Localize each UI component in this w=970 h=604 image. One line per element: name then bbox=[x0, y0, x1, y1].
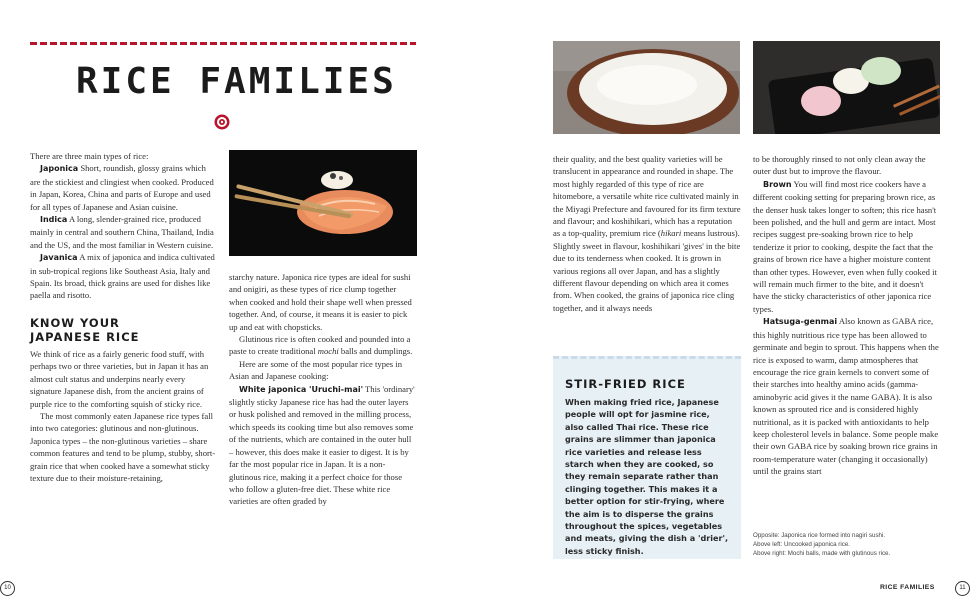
col2-p2-end: balls and dumplings. bbox=[338, 346, 413, 357]
box-text: When making fried rice, Japanese people will opt for jasmine rice, also called Thai rice. These rice grains are slimmer than japonica rice varieties and release less starch when they are cooked, so they remain separate rather than clinging together. This makes it a better option for stir-frying, where the aim is to disperse the grains throughout the spices, vegetables and meats, giving the dish a 'drier', less sticky finish. bbox=[565, 397, 729, 556]
japonica-text: Short, roundish, glossy grains which are the stickiest and clingiest when cooked. Produced in Japan, Korea, China and parts of Europe and used for all types of Japanese and Asian cuisine. bbox=[30, 163, 214, 212]
col3-start: their quality, and the best quality varieties will be translucent in appearance and rounded in shape. The most highly regarded of this type of rice are hitomebore, a versatile white rice cultivated mainly in the Miyagi Prefecture and favoured for its firm texture and flavour; and koshihikari, which has a reputation as a top-quality, premium rice ( bbox=[553, 154, 741, 239]
brown-paragraph bbox=[753, 178, 941, 315]
brown-text: You will find most rice cookers have a different cooking setting for preparing brown rice, as the denser husk takes longer to soften; this rice hasn't been polished, and the hull and germ are intact. Most recipes suggest pre-soaking brown rice to help tenderize it prior to cooking, despite the fact that the grains of brown rice have a higher moisture content than other types. However, even when fully cooked it will remain much firmer to the bite, and it doesn't have the sticky characteristics of other japonica rice types. bbox=[753, 178, 937, 314]
gaba-label: Hatsuga-genmai bbox=[763, 317, 838, 327]
intro-line: There are three main types of rice: bbox=[30, 151, 149, 161]
footer-running-head: RICE FAMILIES bbox=[880, 584, 935, 591]
white-japonica-label: White japonica 'Uruchi-mai' bbox=[239, 384, 364, 394]
gaba-paragraph bbox=[753, 315, 941, 477]
box-title: STIR-FRIED RICE bbox=[565, 377, 686, 391]
brown-label: Brown bbox=[763, 179, 792, 189]
title-ornament-icon bbox=[214, 114, 230, 130]
rice-bowl-photo bbox=[553, 41, 740, 134]
indica-label: Indica bbox=[40, 215, 68, 225]
javanica-text: A mix of japonica and indica cultivated in sub-tropical regions like Southeast Asia, Italy and Spain. Its broad, thick grains are used for dishes like paella and risotto. bbox=[30, 252, 215, 301]
mochi-photo bbox=[753, 41, 940, 134]
subheading-line-2: JAPANESE RICE bbox=[30, 329, 140, 344]
right-column-1 bbox=[553, 153, 741, 314]
javanica-paragraph bbox=[30, 251, 218, 302]
japonica-label: Japonica bbox=[40, 164, 79, 174]
know-rice-paragraph-2: The most commonly eaten Japanese rice types fall into two categories: glutinous and non-glutinous. Japonica types – the non-glutinous varieties – share common features and tend to be plump, stubby, short-grain rice that when cooked have a somewhat sticky texture due to their moisture-retaining, bbox=[30, 410, 216, 483]
white-japonica-text: This 'ordinary' slightly sticky Japanese rice has had the outer layers or husk polished and removed in the milling process, which speeds its cooking time but also removes some of the nutrients, which are contained in the outer hull – however, this does make it easier to digest. It is by far the most popular rice in Japan. It is a non-glutinous rice, making it a perfect choice for those who follow a gluten-free diet. These white rice varieties are often graded by bbox=[229, 383, 415, 507]
page-title: RICE FAMILIES bbox=[76, 61, 397, 102]
indica-paragraph bbox=[30, 213, 218, 251]
photo-captions bbox=[753, 531, 943, 558]
left-column-1 bbox=[30, 150, 218, 484]
caption-above-right: Above right: Mochi balls, made with glutinous rice. bbox=[753, 550, 891, 557]
caption-above-left: Above left: Uncooked japonica rice. bbox=[753, 541, 850, 548]
sushi-photo bbox=[229, 150, 417, 256]
title-rule-top bbox=[30, 42, 416, 45]
col2-p2-start: Glutinous rice is often cooked and pounded into a paste to create traditional bbox=[229, 334, 411, 357]
col3-paragraph bbox=[553, 153, 741, 314]
stir-fried-rice-box bbox=[553, 356, 741, 559]
japonica-paragraph bbox=[30, 162, 218, 213]
mochi-word: mochi bbox=[317, 346, 339, 357]
know-rice-paragraph-1: We think of rice as a fairly generic food stuff, with perhaps two or three varieties, but in Japan it has an almost cult status and underpins nearly every signature Japanese dish, from the ancient grains of purple rice to the comforting squish of sticky rice. bbox=[30, 348, 209, 409]
subheading-line-1: KNOW YOUR bbox=[30, 315, 120, 330]
col4-paragraph-1: to be thoroughly rinsed to not only clean away the outer dust but to improve the flavour. bbox=[753, 154, 926, 177]
col2-paragraph-3: Here are some of the most popular rice types in Asian and Japanese cooking: bbox=[229, 358, 402, 382]
col2-paragraph-2 bbox=[229, 333, 417, 358]
gaba-text: Also known as GABA rice, this highly nutritious rice type has been allowed to germinate and begin to sprout. This happens when the rice is exposed to warm, damp atmospheres that encourage the rice grain kernels to convert some of their starches into healthy amino acids (gamma-aminobyric acid gives it the name GABA). It is also known as sprouted rice and is considered highly nutritional, as it is packed with antioxidants to help keep cholesterol levels in balance. Some people make their own GABA rice by soaking brown rice grains in room-temperature water (changing it occasionally) until the grains start bbox=[753, 316, 939, 477]
right-page-number: 11 bbox=[955, 581, 970, 596]
hikari-word: hikari bbox=[660, 228, 682, 239]
col3-end: means lustrous). Slightly sweet in flavour, koshihikari 'gives' in the bite due to its tenderness when cooked. It is grown in various regions all over Japan, and has a slightly different flavour depending on which area it comes from. When cooked, the grains of japonica rice cling together, and it always needs bbox=[553, 228, 741, 313]
left-page-number: 10 bbox=[0, 581, 15, 596]
caption-opposite: Opposite: Japonica rice formed into nagiri sushi. bbox=[753, 532, 886, 539]
left-column-2 bbox=[229, 271, 417, 508]
white-japonica-paragraph bbox=[229, 383, 417, 508]
right-column-2 bbox=[753, 153, 941, 478]
javanica-label: Javanica bbox=[40, 253, 78, 263]
col2-paragraph-1: starchy nature. Japonica rice types are ideal for sushi and onigiri, as these types of rice clump together when cooked and hold their shape well when pressed together. And, of course, it means it is easier to pick up and eat with chopsticks. bbox=[229, 272, 412, 332]
indica-text: A long, slender-grained rice, produced mainly in central and southern China, Thailand, India and the US, and the most familiar in Western cuisine. bbox=[30, 214, 214, 250]
